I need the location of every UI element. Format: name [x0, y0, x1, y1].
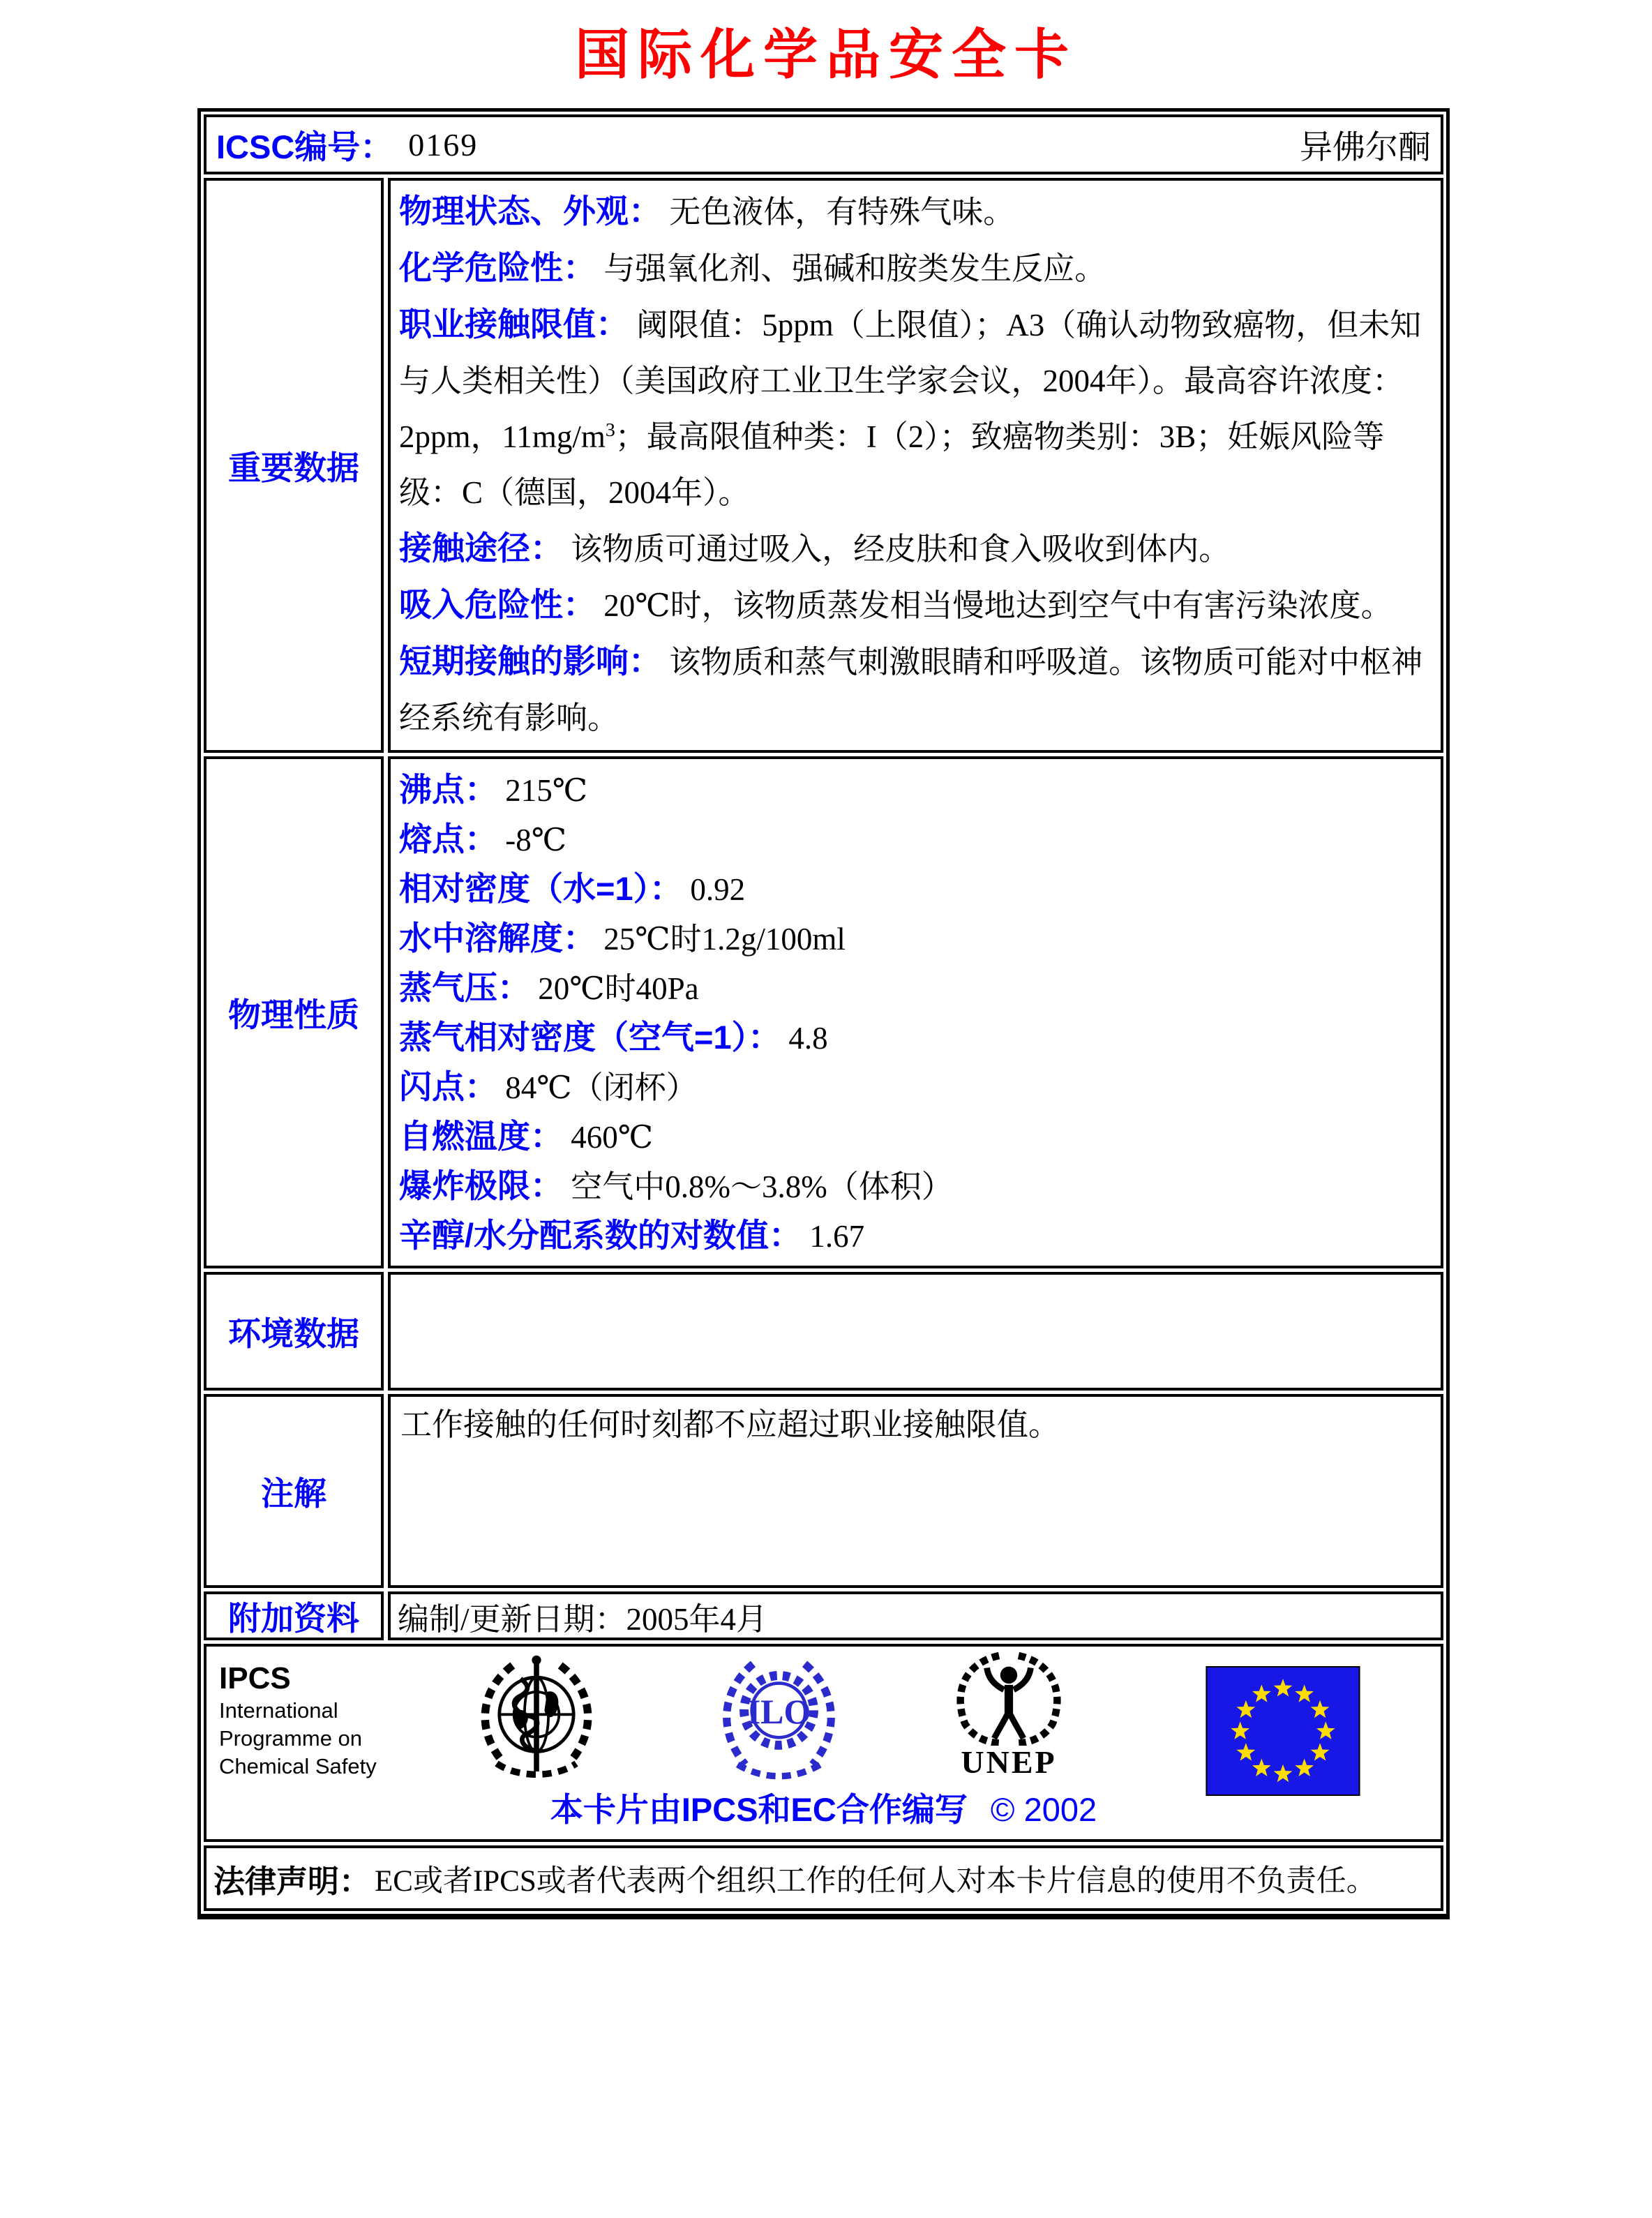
important-data-label: 重要数据 — [228, 449, 359, 486]
important-item — [399, 240, 1431, 297]
important-data-content — [388, 178, 1443, 753]
icsc-number-group — [216, 121, 478, 168]
superscript: 3 — [605, 419, 615, 441]
physical-item-label: 沸点： — [399, 771, 497, 808]
physical-properties-label: 物理性质 — [228, 996, 359, 1033]
chemical-name: 异佛尔酮 — [1300, 129, 1431, 166]
physical-item-label: 相对密度（水=1）： — [399, 870, 683, 907]
physical-item-label: 辛醇/水分配系数的对数值： — [399, 1217, 802, 1254]
physical-item-value: 0.92 — [690, 872, 746, 907]
ipcs-line: Programme on — [219, 1726, 363, 1751]
legal-text: EC或者IPCS或者代表两个组织工作的任何人对本卡片信息的使用不负责任。 — [375, 1864, 1376, 1898]
physical-item — [399, 1161, 1431, 1211]
notes-content — [388, 1394, 1443, 1588]
physical-item-value: 4.8 — [788, 1021, 828, 1056]
important-item-text: 该物质可通过吸入，经皮肤和食入吸收到体内。 — [571, 532, 1231, 567]
physical-item — [399, 814, 1431, 864]
physical-item — [399, 864, 1431, 913]
important-item-text: ；最高限值种类：I（2）；致癌物类别：3B；妊娠风险等级：C（德国，2004年）。 — [399, 419, 1385, 510]
ilo-logo-icon — [714, 1654, 843, 1783]
physical-item-label: 水中溶解度： — [399, 920, 596, 957]
physical-item-label: 蒸气压： — [399, 969, 530, 1006]
who-logo-icon — [470, 1652, 603, 1785]
page-title: 国际化学品安全卡 — [574, 24, 1077, 85]
header-cell — [204, 114, 1443, 174]
physical-properties-label-cell — [204, 756, 384, 1268]
notes-text: 工作接触的任何时刻都不应超过职业接触限值。 — [400, 1407, 1060, 1442]
additional-info-label-cell — [204, 1591, 384, 1640]
physical-item-label: 蒸气相对密度（空气=1）： — [399, 1019, 781, 1056]
notes-row — [204, 1394, 1443, 1588]
important-item-text: 无色液体，有特殊气味。 — [669, 195, 1015, 230]
environment-data-label-cell — [204, 1272, 384, 1391]
logos-row — [204, 1644, 1443, 1842]
physical-item — [399, 1062, 1431, 1111]
important-item — [399, 520, 1431, 577]
physical-item-value: -8℃ — [505, 823, 567, 857]
physical-properties-row — [204, 756, 1443, 1268]
ipcs-line: Chemical Safety — [219, 1754, 377, 1778]
header-row — [204, 114, 1443, 174]
important-item — [399, 634, 1431, 746]
physical-item — [399, 1111, 1431, 1161]
environment-data-label: 环境数据 — [228, 1314, 359, 1352]
unep-logo-block — [947, 1651, 1070, 1778]
physical-item-label: 爆炸极限： — [399, 1167, 563, 1204]
footer-copyright: © 2002 — [990, 1791, 1097, 1828]
additional-info-label: 附加资料 — [228, 1599, 359, 1637]
footer-caption — [206, 1784, 1441, 1831]
important-item-label: 接触途径： — [399, 530, 563, 567]
physical-item — [399, 963, 1431, 1012]
environment-data-content — [388, 1272, 1443, 1391]
important-item — [399, 297, 1431, 520]
unep-logo-text: UNEP — [961, 1744, 1057, 1780]
important-data-label-cell — [204, 178, 384, 753]
unep-logo-icon — [947, 1651, 1070, 1746]
environment-data-row — [204, 1272, 1443, 1391]
important-item — [399, 183, 1431, 240]
important-item-label: 化学危险性： — [399, 249, 596, 286]
additional-info-content — [388, 1591, 1443, 1640]
physical-item-label: 自燃温度： — [399, 1118, 563, 1155]
physical-item — [399, 1211, 1431, 1260]
legal-row — [204, 1845, 1443, 1911]
notes-label: 注解 — [261, 1474, 326, 1512]
important-item-text: 20℃时，该物质蒸发相当慢地达到空气中有害污染浓度。 — [603, 588, 1392, 623]
ilo-logo-text: ILO — [746, 1691, 811, 1731]
important-item-text: 与强氧化剂、强碱和胺类发生反应。 — [603, 251, 1106, 286]
logos-cell — [204, 1644, 1443, 1842]
footer-caption-text: 本卡片由IPCS和EC合作编写 — [550, 1791, 968, 1828]
physical-item — [399, 913, 1431, 963]
physical-item-value: 20℃时40Pa — [538, 971, 699, 1006]
additional-info-row — [204, 1591, 1443, 1640]
icsc-number-label: ICSC编号： — [216, 128, 393, 165]
physical-item-label: 闪点： — [399, 1068, 497, 1105]
physical-item-value: 84℃（闭杯） — [505, 1070, 698, 1105]
ipcs-line: International — [219, 1698, 338, 1723]
additional-info-text: 编制/更新日期：2005年4月 — [398, 1601, 768, 1637]
physical-item-value: 215℃ — [505, 773, 588, 808]
important-item-label: 职业接触限值： — [399, 306, 629, 343]
ipcs-text-block — [219, 1661, 377, 1781]
icsc-card — [197, 108, 1450, 1919]
important-item-text: 阈限值：5ppm（上限值）；A3（确认动物致癌物，但未知与人类相关性）（美国政府工业卫生学家会议，2004年）。最高容许浓度：2ppm，11mg/m — [399, 308, 1422, 454]
physical-item — [399, 765, 1431, 814]
legal-label: 法律声明： — [213, 1863, 371, 1899]
important-item-label: 物理状态、外观： — [399, 193, 661, 230]
ipcs-title: IPCS — [219, 1661, 291, 1695]
physical-item-value: 1.67 — [809, 1219, 865, 1254]
important-data-row — [204, 178, 1443, 753]
important-item-label: 短期接触的影响： — [399, 643, 661, 680]
physical-item-label: 熔点： — [399, 820, 497, 857]
important-item — [399, 577, 1431, 634]
physical-item — [399, 1012, 1431, 1062]
notes-label-cell — [204, 1394, 384, 1588]
important-item-text: 该物质和蒸气刺激眼睛和呼吸道。该物质可能对中枢神经系统有影响。 — [399, 645, 1423, 735]
physical-item-value: 25℃时1.2g/100ml — [603, 922, 846, 957]
icsc-number-value: 0169 — [408, 126, 479, 163]
physical-item-value: 空气中0.8%～3.8%（体积） — [571, 1169, 953, 1204]
eu-flag-icon — [1206, 1666, 1360, 1796]
physical-properties-content — [388, 756, 1443, 1268]
important-item-label: 吸入危险性： — [399, 586, 596, 623]
physical-item-value: 460℃ — [571, 1120, 654, 1155]
legal-cell — [204, 1845, 1443, 1911]
